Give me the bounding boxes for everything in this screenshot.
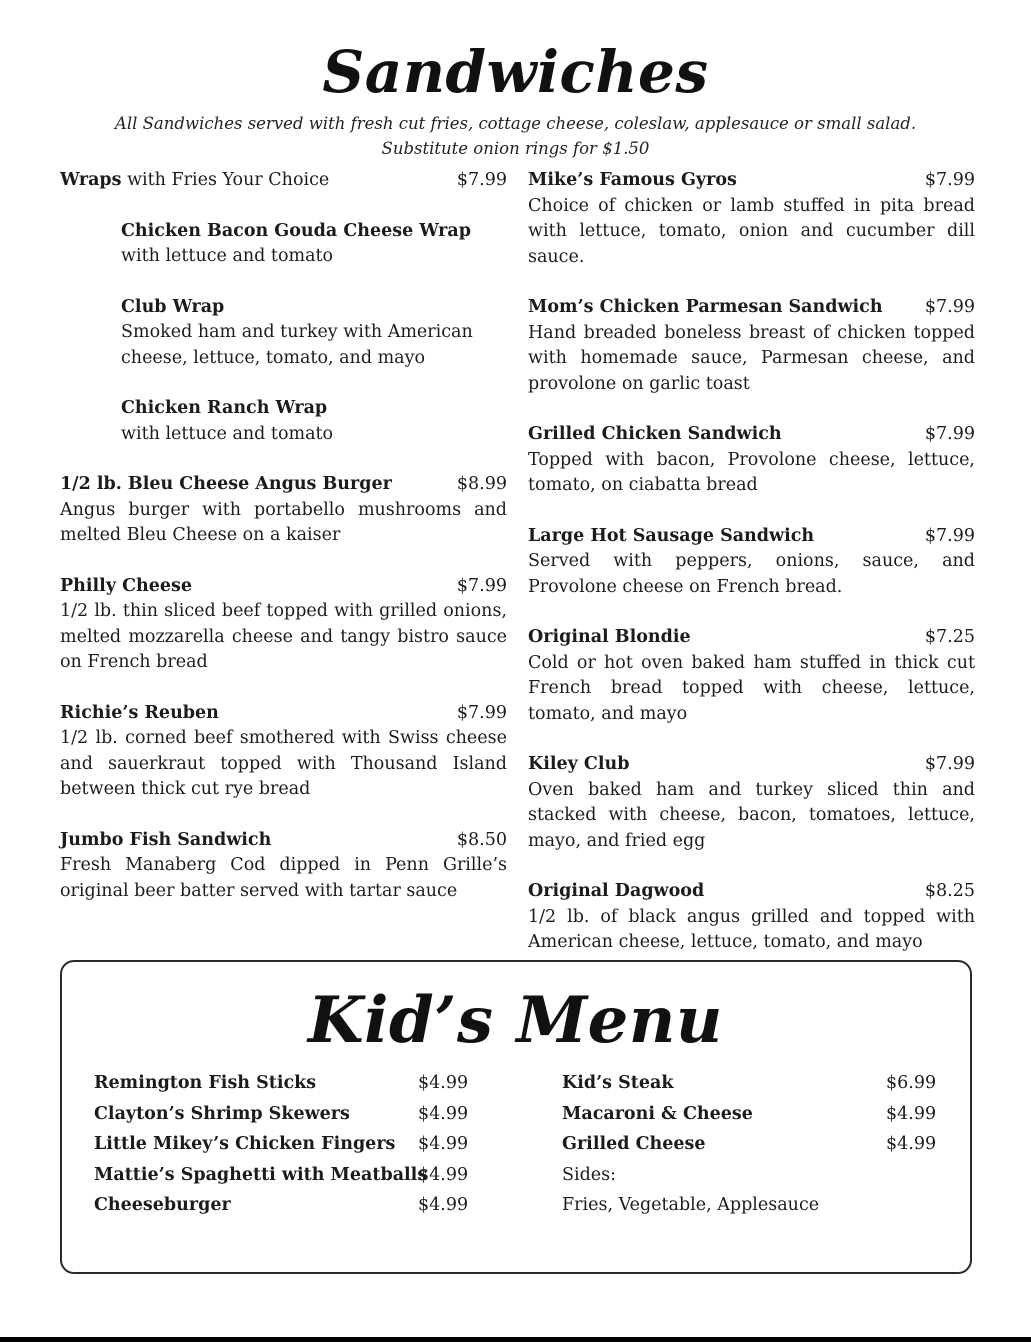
item-description: Served with peppers, onions, sauce, and Provolone cheese on French bread.	[528, 551, 975, 597]
item-name: Kid’s Steak	[562, 1073, 674, 1093]
item-price: $7.99	[456, 575, 507, 596]
kids-item	[562, 1129, 937, 1160]
onion-rings-note: Substitute onion rings for $1.50	[381, 139, 650, 158]
item-name: Mattie’s Spaghetti with Meatballs	[94, 1164, 428, 1185]
item-name: Mom’s Chicken Parmesan Sandwich	[528, 297, 883, 317]
item-price: $4.99	[418, 1103, 469, 1124]
item-price: $4.99	[886, 1103, 937, 1124]
sides-label: Sides:	[562, 1164, 617, 1185]
menu-item	[528, 524, 975, 601]
item-price: $7.99	[456, 702, 507, 723]
item-name: Cheeseburger	[94, 1195, 231, 1215]
sandwiches-left-column	[60, 168, 507, 904]
sandwiches-right-column	[528, 168, 975, 956]
bottom-divider	[0, 1337, 1031, 1342]
kids-item	[562, 1068, 937, 1099]
item-description: 1/2 lb. of black angus grilled and topped with American cheese, lettuce, tomato, and mayo	[528, 906, 975, 952]
item-price: $8.25	[924, 881, 975, 901]
kids-menu-title: Kid’s Menu	[308, 983, 723, 1058]
item-name-suffix: with Fries Your Choice	[121, 170, 330, 190]
item-price: $7.99	[924, 525, 975, 546]
item-name: Club Wrap	[121, 296, 225, 317]
wrap-item	[60, 219, 507, 270]
item-price: $7.99	[456, 170, 507, 190]
item-description: Oven baked ham and turkey sliced thin and stacked with cheese, bacon, tomatoes, lettuce, mayo, and fried egg	[528, 779, 975, 851]
item-name: Mike’s Famous Gyros	[528, 170, 737, 190]
item-description: with lettuce and tomato	[121, 246, 334, 266]
kids-item	[94, 1160, 469, 1191]
item-description: with lettuce and tomato	[121, 423, 334, 444]
wrap-item	[60, 396, 507, 447]
item-name: Kiley Club	[528, 754, 630, 774]
item-description: Smoked ham and turkey with American cheese, lettuce, tomato, and mayo	[121, 322, 473, 368]
kids-item	[94, 1099, 469, 1130]
sides-list: Fries, Vegetable, Applesauce	[562, 1195, 820, 1215]
item-name: Large Hot Sausage Sandwich	[528, 525, 815, 546]
item-price: $4.99	[418, 1164, 469, 1185]
item-price: $7.99	[924, 754, 975, 774]
sandwiches-subtitle: All Sandwiches served with fresh cut fries, cottage cheese, coleslaw, applesauce or small salad.	[114, 114, 917, 133]
item-name: Chicken Bacon Gouda Cheese Wrap	[121, 220, 471, 241]
kids-item	[94, 1190, 469, 1221]
menu-item	[60, 472, 507, 549]
item-description: Topped with bacon, Provolone cheese, lettuce, tomato, on ciabatta bread	[528, 449, 975, 495]
item-name: Grilled Chicken Sandwich	[528, 424, 782, 444]
kids-item	[94, 1068, 469, 1099]
item-price: $6.99	[886, 1073, 937, 1093]
item-name: Clayton’s Shrimp Skewers	[94, 1103, 350, 1124]
wrap-item	[60, 295, 507, 372]
item-price: $7.25	[924, 627, 975, 647]
sandwiches-title: Sandwiches	[322, 38, 709, 106]
menu-item	[528, 168, 975, 270]
kids-item	[94, 1129, 469, 1160]
item-description: Fresh Manaberg Cod dipped in Penn Grille’s original beer batter served with tartar sauce	[60, 855, 507, 901]
item-description: Hand breaded boneless breast of chicken topped with homemade sauce, Parmesan cheese, and provolone on garlic toast	[528, 322, 975, 394]
item-price: $4.99	[886, 1134, 937, 1154]
item-name: Original Dagwood	[528, 881, 705, 901]
item-price: $7.99	[924, 170, 975, 190]
menu-item	[60, 828, 507, 905]
item-description: 1/2 lb. thin sliced beef topped with grilled onions, melted mozzarella cheese and tangy bistro sauce on French bread	[60, 601, 507, 672]
menu-item	[528, 625, 975, 727]
menu-item	[60, 701, 507, 803]
item-price: $8.50	[456, 829, 507, 850]
item-price: $8.99	[456, 474, 507, 494]
item-name: Macaroni & Cheese	[562, 1103, 753, 1124]
kids-item	[562, 1099, 937, 1130]
item-description: 1/2 lb. corned beef smothered with Swiss cheese and sauerkraut topped with Thousand Island between thick cut rye bread	[60, 728, 507, 799]
menu-item	[528, 295, 975, 397]
sides-list-row	[562, 1190, 932, 1221]
item-name: Remington Fish Sticks	[94, 1073, 317, 1093]
item-name: 1/2 lb. Bleu Cheese Angus Burger	[60, 474, 392, 494]
item-name: Little Mikey’s Chicken Fingers	[94, 1134, 396, 1154]
kids-right-column	[562, 1068, 937, 1221]
item-name: Philly Cheese	[60, 575, 192, 596]
item-price: $4.99	[418, 1073, 469, 1093]
menu-item-wraps	[60, 168, 507, 194]
menu-item	[60, 574, 507, 676]
item-name: Chicken Ranch Wrap	[121, 398, 328, 418]
item-price: $4.99	[418, 1195, 469, 1215]
kids-left-column	[94, 1068, 469, 1221]
item-name: Richie’s Reuben	[60, 702, 219, 723]
item-name: Jumbo Fish Sandwich	[60, 829, 272, 850]
item-price: $7.99	[924, 297, 975, 317]
item-description: Choice of chicken or lamb stuffed in pita bread with lettuce, tomato, onion and cucumber dill sauce.	[528, 195, 975, 267]
menu-item	[528, 422, 975, 499]
item-price: $4.99	[418, 1134, 469, 1154]
sides-label-row	[562, 1160, 932, 1191]
item-name: Wraps	[60, 170, 122, 190]
menu-item	[528, 879, 975, 956]
item-price: $7.99	[924, 424, 975, 444]
item-name: Grilled Cheese	[562, 1134, 706, 1154]
item-description: Angus burger with portabello mushrooms and melted Bleu Cheese on a kaiser	[60, 499, 507, 545]
item-description: Cold or hot oven baked ham stuffed in thick cut French bread topped with cheese, lettuce, tomato, and mayo	[528, 652, 975, 724]
item-name: Original Blondie	[528, 627, 691, 647]
menu-item	[528, 752, 975, 854]
